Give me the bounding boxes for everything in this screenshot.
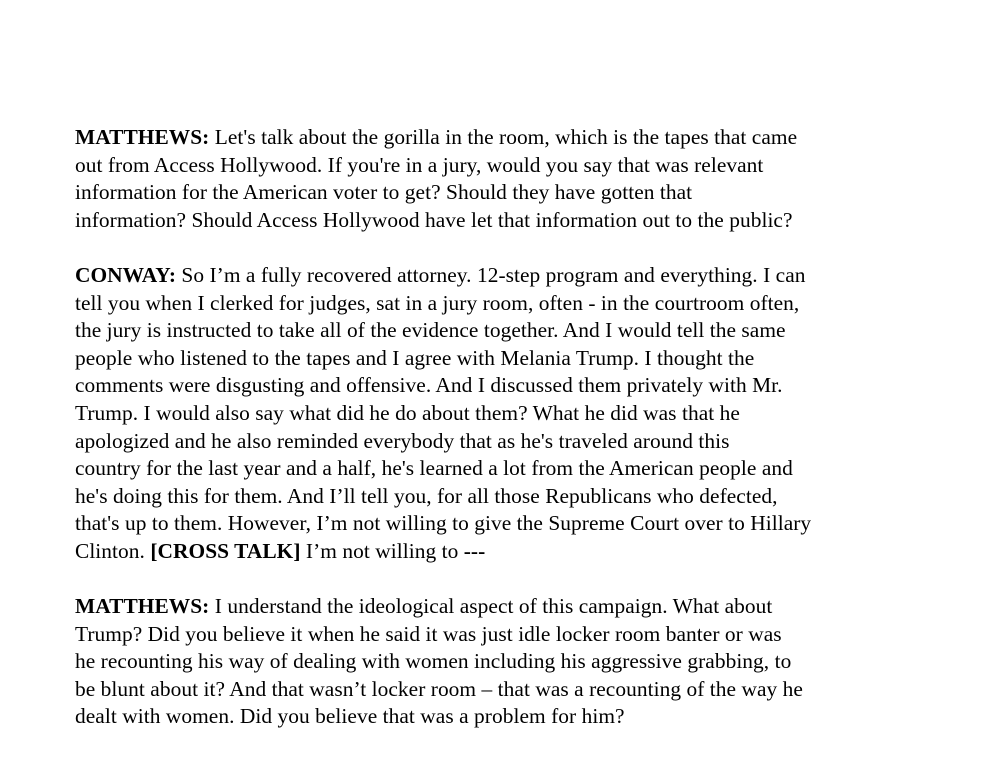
paragraph-matthews-2 xyxy=(75,593,955,731)
text-line xyxy=(75,262,955,290)
speaker-label: MATTHEWS: xyxy=(75,594,210,619)
text-line: apologized and he also reminded everybody that as he's traveled around this xyxy=(75,428,730,453)
text-line: people who listened to the tapes and I agree with Melania Trump. I thought the xyxy=(75,345,755,370)
text-line: country for the last year and a half, he's learned a lot from the American people and xyxy=(75,456,793,481)
speaker-label: CONWAY: xyxy=(75,262,176,287)
text-line xyxy=(75,593,955,621)
text-line: be blunt about it? And that wasn’t locker room – that was a recounting of the way he xyxy=(75,676,803,701)
paragraph-conway xyxy=(75,262,955,566)
text-line: out from Access Hollywood. If you're in a jury, would you say that was relevant xyxy=(75,152,764,177)
line-text: I’m not willing to xyxy=(305,538,459,563)
text-line: he's doing this for them. And I’ll tell you, for all those Republicans who defected, xyxy=(75,483,778,508)
speaker-label: MATTHEWS: xyxy=(75,125,210,149)
text-line: tell you when I clerked for judges, sat in a jury room, often - in the courtroom often, xyxy=(75,290,800,315)
line-text: Let's talk about the gorilla in the room, which is the tapes that came xyxy=(214,125,798,149)
line-text: Clinton. xyxy=(75,538,145,563)
text-line: information for the American voter to get? Should they have gotten that xyxy=(75,180,693,205)
text-line: comments were disgusting and offensive. And I discussed them privately with Mr. xyxy=(75,373,783,398)
transcript-page xyxy=(75,124,955,759)
text-line: he recounting his way of dealing with women including his aggressive grabbing, to xyxy=(75,649,792,674)
text-line: information? Should Access Hollywood have let that information out to the public? xyxy=(75,207,793,232)
paragraph-matthews-1 xyxy=(75,124,955,234)
text-line: Trump? Did you believe it when he said it was just idle locker room banter or was xyxy=(75,621,782,646)
text-line: the jury is instructed to take all of the evidence together. And I would tell the same xyxy=(75,318,786,343)
text-line xyxy=(75,538,955,566)
text-line xyxy=(75,124,955,152)
text-line: Trump. I would also say what did he do about them? What he did was that he xyxy=(75,400,740,425)
interruption-dashes: --- xyxy=(463,538,486,563)
text-line: dealt with women. Did you believe that was a problem for him? xyxy=(75,704,625,729)
line-text: I understand the ideological aspect of this campaign. What about xyxy=(214,594,773,619)
line-text: So I’m a fully recovered attorney. 12-step program and everything. I can xyxy=(181,262,806,287)
cross-talk-marker: [CROSS TALK] xyxy=(150,538,301,563)
text-line: that's up to them. However, I’m not willing to give the Supreme Court over to Hillary xyxy=(75,511,812,536)
